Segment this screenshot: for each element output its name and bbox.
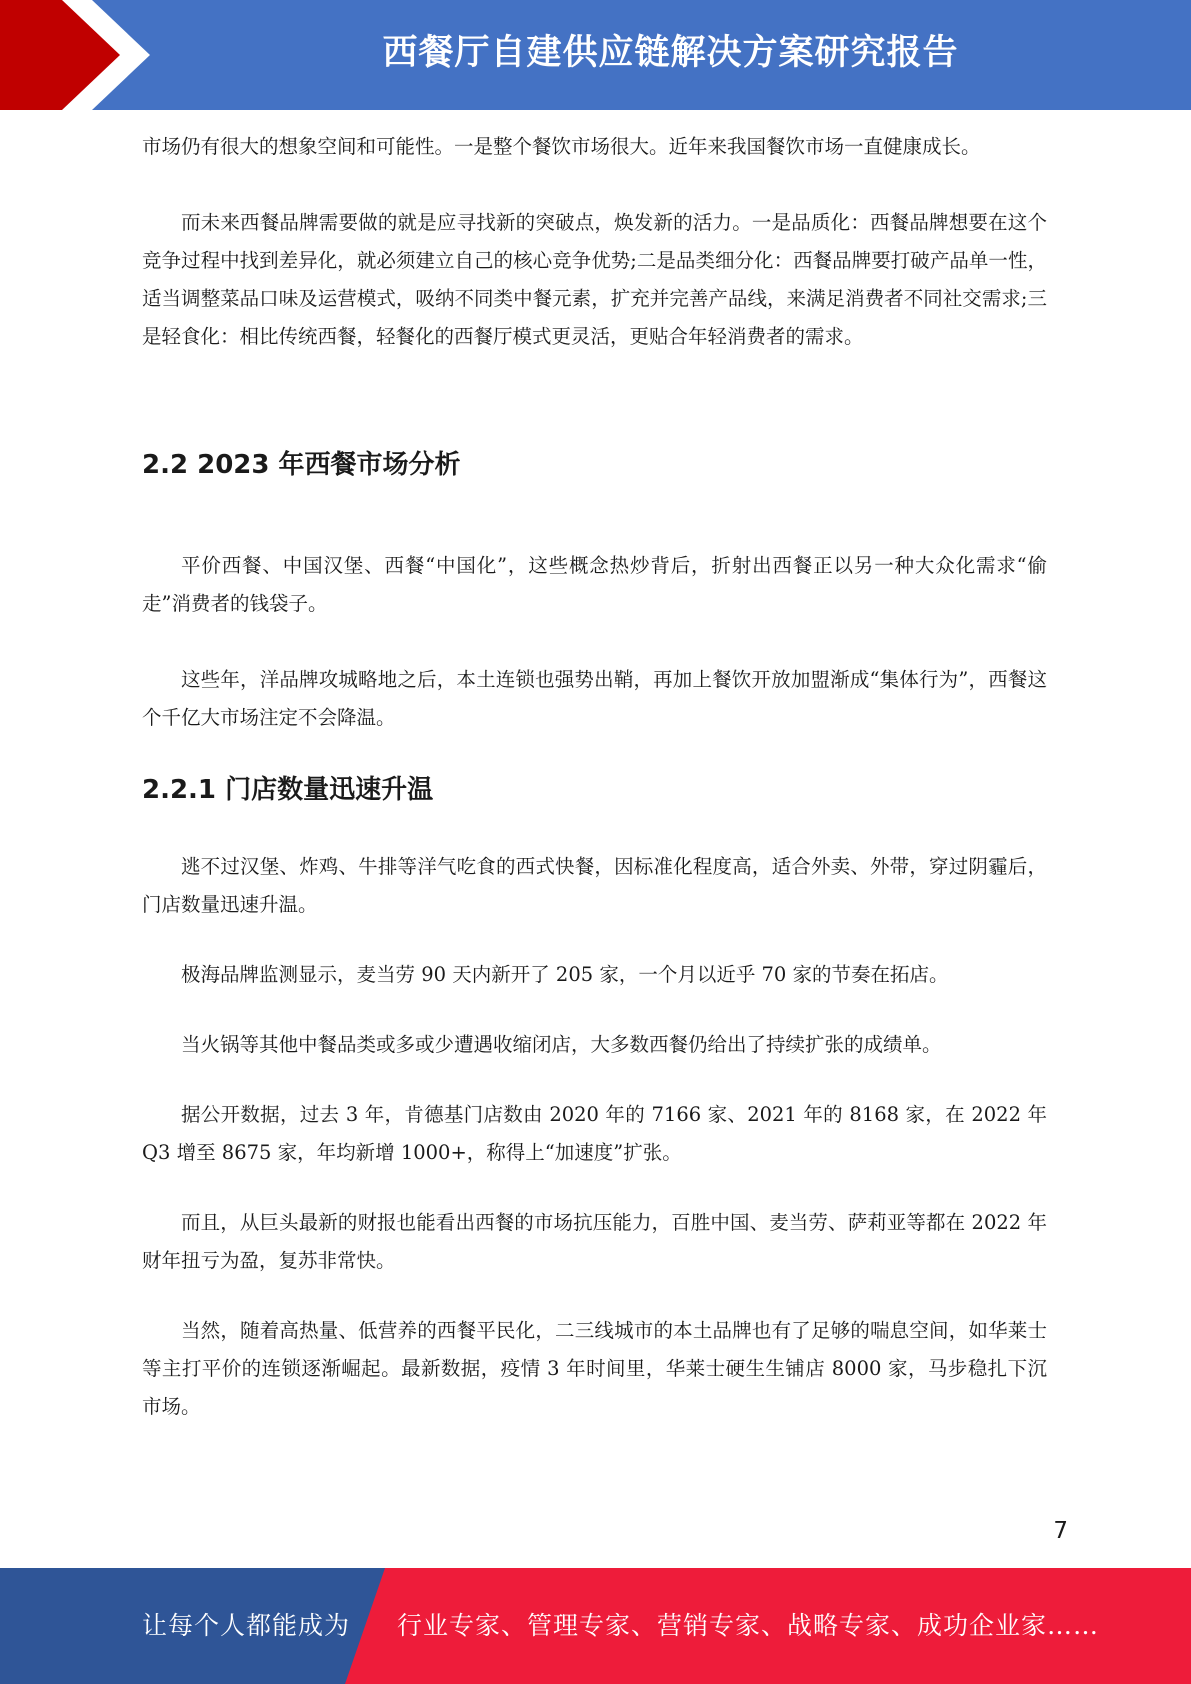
- paragraph: 极海品牌监测显示，麦当劳 90 天内新开了 205 家，一个月以近乎 70 家的节奏在拓店。: [181, 963, 949, 986]
- paragraph: 逃不过汉堡、炸鸡、牛排等洋气吃食的西式快餐，因标准化程度高，适合外卖、外带，穿过阴霾后，门店数量迅速升温。: [142, 855, 1047, 916]
- paragraph: 平价西餐、中国汉堡、西餐“中国化”，这些概念热炒背后，折射出西餐正以另一种大众化需求“偷走”消费者的钱袋子。: [142, 554, 1047, 615]
- paragraph: 据公开数据，过去 3 年，肯德基门店数由 2020 年的 7166 家、2021 年的 8168 家，在 2022 年 Q3 增至 8675 家，年均新增 1000+，称得上“加速度”扩张。: [142, 1103, 1047, 1164]
- paragraph: 当火锅等其他中餐品类或多或少遭遇收缩闭店，大多数西餐仍给出了持续扩张的成绩单。: [181, 1033, 942, 1056]
- paragraph: 而且，从巨头最新的财报也能看出西餐的市场抗压能力，百胜中国、麦当劳、萨莉亚等都在 2022 年财年扭亏为盈，复苏非常快。: [142, 1211, 1047, 1272]
- page-number: 7: [1053, 1518, 1068, 1544]
- page-content: [142, 128, 1047, 1426]
- subsection-heading: 2.2.1 门店数量迅速升温: [142, 775, 434, 805]
- header-banner: [0, 0, 1191, 110]
- report-title: 西餐厅自建供应链解决方案研究报告: [382, 33, 959, 73]
- paragraph: 这些年，洋品牌攻城略地之后，本土连锁也强势出鞘，再加上餐饮开放加盟渐成“集体行为”，西餐这个千亿大市场注定不会降温。: [142, 668, 1047, 729]
- footer-slogan: 让每个人都能成为: [142, 1611, 351, 1640]
- footer-banner: [0, 1568, 1191, 1684]
- paragraph: 当然，随着高热量、低营养的西餐平民化，二三线城市的本土品牌也有了足够的喘息空间，如华莱士等主打平价的连锁逐渐崛起。最新数据，疫情 3 年时间里，华莱士硬生生铺店 8000 家，马步稳扎下沉市场。: [142, 1319, 1047, 1418]
- paragraph: 而未来西餐品牌需要做的就是应寻找新的突破点，焕发新的活力。一是品质化：西餐品牌想要在这个竞争过程中找到差异化，就必须建立自己的核心竞争优势;二是品类细分化：西餐品牌要打破产品单一性，适当调整菜品口味及运营模式，吸纳不同类中餐元素，扩充并完善产品线，来满足消费者不同社交需求;三是轻食化：相比传统西餐，轻餐化的西餐厅模式更灵活，更贴合年轻消费者的需求。: [142, 211, 1047, 348]
- paragraph: 市场仍有很大的想象空间和可能性。一是整个餐饮市场很大。近年来我国餐饮市场一直健康成长。: [142, 135, 981, 158]
- footer-tagline: 行业专家、管理专家、营销专家、战略专家、成功企业家……: [397, 1611, 1100, 1640]
- section-heading: 2.2 2023 年西餐市场分析: [142, 450, 461, 480]
